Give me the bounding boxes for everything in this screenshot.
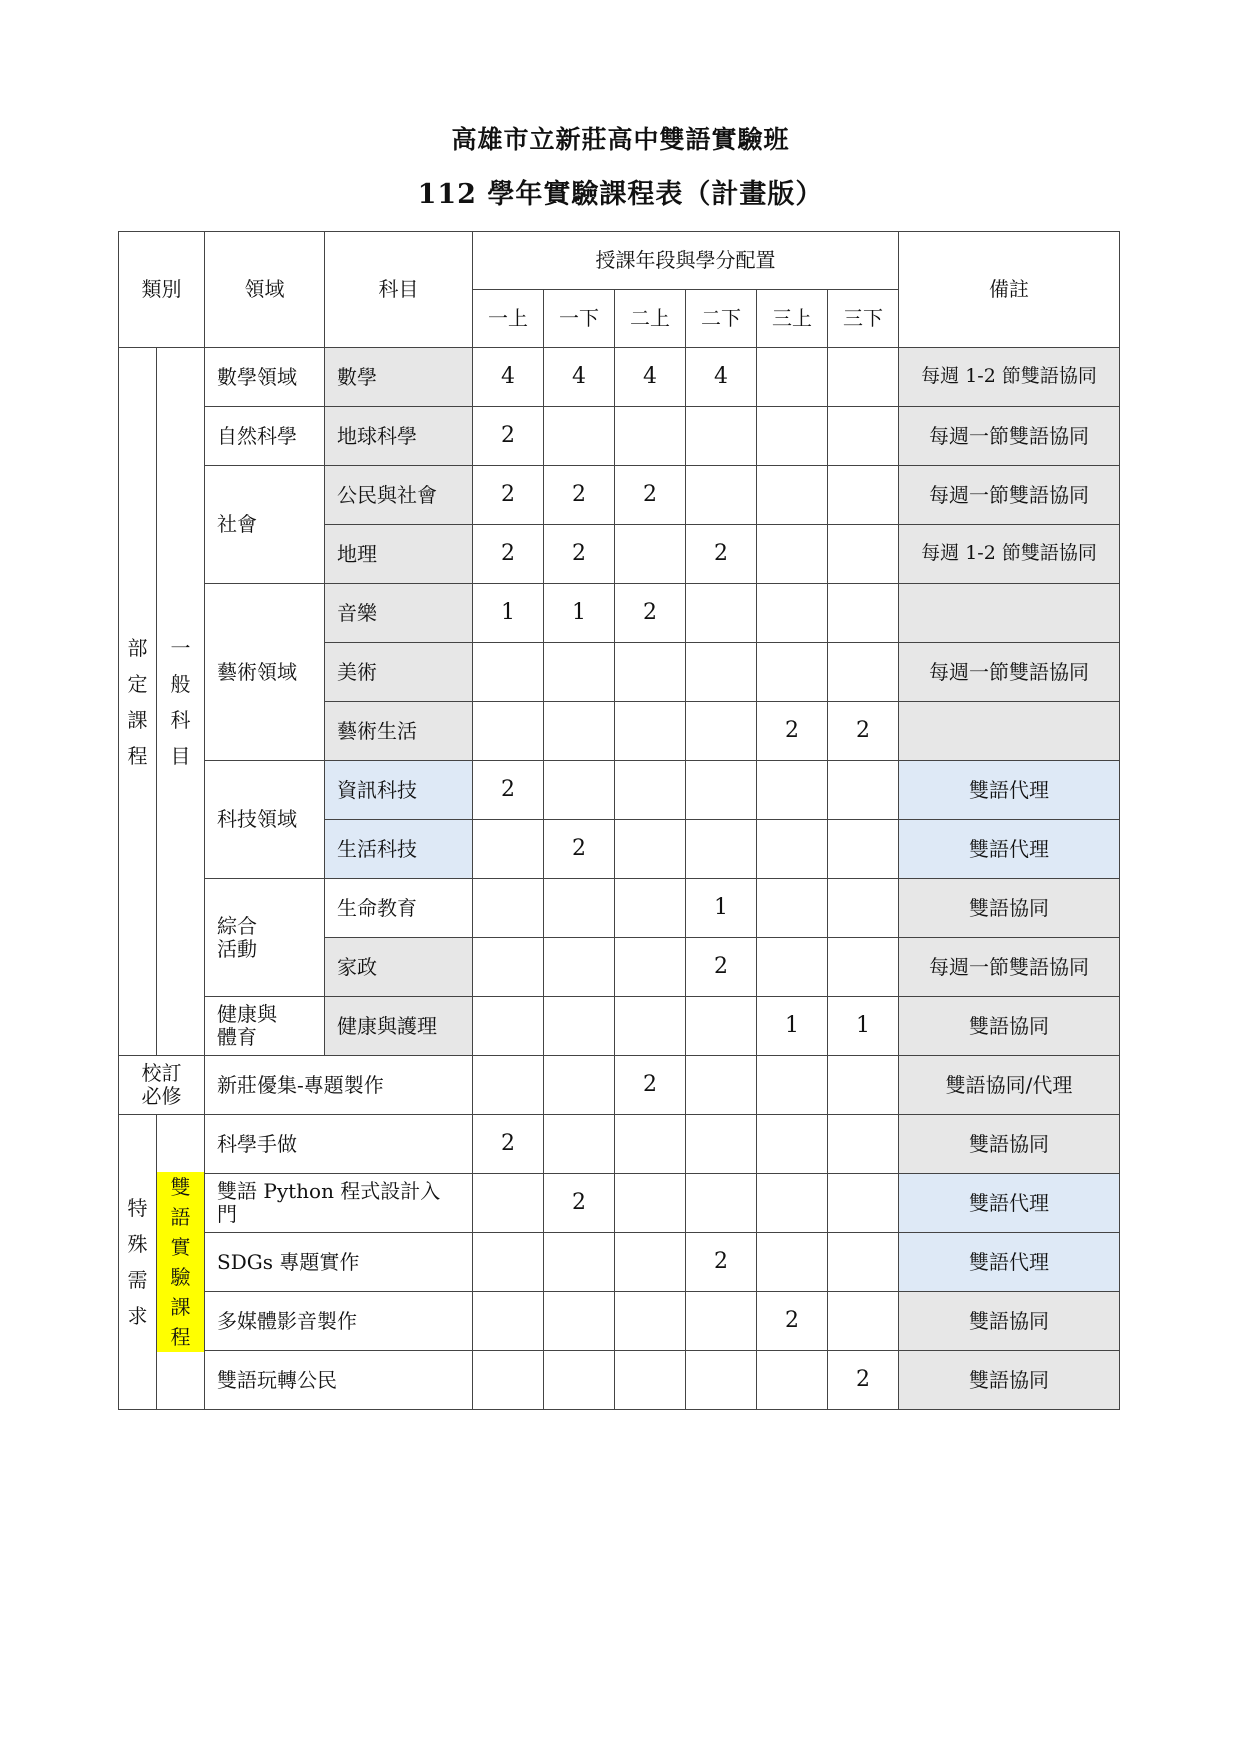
subject-cell: 新莊優集-專題製作 <box>205 1056 473 1115</box>
credit-cell <box>615 702 686 761</box>
credit-cell <box>615 1174 686 1233</box>
remark-cell: 雙語代理 <box>899 761 1120 820</box>
header-semester: 一下 <box>544 290 615 348</box>
credit-cell <box>473 997 544 1056</box>
credit-cell: 2 <box>615 584 686 643</box>
subject-cell: 生命教育 <box>325 879 473 938</box>
credit-cell <box>615 1115 686 1174</box>
credit-cell <box>828 348 899 407</box>
credit-cell: 4 <box>544 348 615 407</box>
credit-cell <box>473 820 544 879</box>
credit-cell: 2 <box>757 702 828 761</box>
credit-cell <box>615 820 686 879</box>
credit-cell: 2 <box>473 407 544 466</box>
subject-cell: 藝術生活 <box>325 702 473 761</box>
credit-cell <box>473 1351 544 1410</box>
credit-cell: 2 <box>544 820 615 879</box>
credit-cell <box>828 1056 899 1115</box>
credit-cell: 4 <box>686 348 757 407</box>
header-semester: 二上 <box>615 290 686 348</box>
group-general: 一 般 科 目 <box>157 348 205 1056</box>
credit-cell <box>828 820 899 879</box>
credit-cell <box>686 1115 757 1174</box>
remark-cell: 每週一節雙語協同 <box>899 643 1120 702</box>
credit-cell <box>544 761 615 820</box>
remark-cell: 雙語協同 <box>899 1115 1120 1174</box>
credit-cell <box>757 1115 828 1174</box>
credit-cell: 2 <box>686 525 757 584</box>
credit-cell <box>473 1174 544 1233</box>
header-allocation: 授課年段與學分配置 <box>473 232 899 290</box>
remark-cell: 每週一節雙語協同 <box>899 466 1120 525</box>
credit-cell <box>615 761 686 820</box>
subject-cell: 資訊科技 <box>325 761 473 820</box>
credit-cell <box>473 1233 544 1292</box>
credit-cell <box>544 938 615 997</box>
credit-cell <box>828 761 899 820</box>
credit-cell <box>757 466 828 525</box>
credit-cell <box>828 1174 899 1233</box>
credit-cell <box>686 584 757 643</box>
credit-cell <box>757 643 828 702</box>
header-semester: 三下 <box>828 290 899 348</box>
remark-cell: 雙語協同/代理 <box>899 1056 1120 1115</box>
domain-arts: 藝術領域 <box>205 584 325 761</box>
credit-cell: 1 <box>544 584 615 643</box>
subject-cell: 雙語玩轉公民 <box>205 1351 473 1410</box>
credit-cell <box>828 938 899 997</box>
credit-cell <box>686 466 757 525</box>
header-remarks: 備註 <box>899 232 1120 348</box>
credit-cell <box>544 879 615 938</box>
credit-cell <box>757 938 828 997</box>
credit-cell <box>757 525 828 584</box>
credit-cell <box>828 525 899 584</box>
remark-cell <box>899 584 1120 643</box>
credit-cell <box>473 1292 544 1351</box>
header-category: 類別 <box>119 232 205 348</box>
credit-cell <box>473 938 544 997</box>
credit-cell <box>757 820 828 879</box>
page-title: 高雄市立新莊高中雙語實驗班 <box>451 125 790 154</box>
credit-cell <box>686 1174 757 1233</box>
group-bilingual-experimental: 雙 語 實 驗 課 程 <box>157 1115 205 1410</box>
subject-cell: SDGs 專題實作 <box>205 1233 473 1292</box>
subject-cell: 多媒體影音製作 <box>205 1292 473 1351</box>
credit-cell: 1 <box>828 997 899 1056</box>
credit-cell <box>473 1056 544 1115</box>
credit-cell <box>544 407 615 466</box>
credit-cell <box>828 1233 899 1292</box>
credit-cell <box>686 820 757 879</box>
subject-cell: 公民與社會 <box>325 466 473 525</box>
subject-cell: 健康與護理 <box>325 997 473 1056</box>
credit-cell <box>615 997 686 1056</box>
remark-cell: 雙語代理 <box>899 1174 1120 1233</box>
header-semester: 二下 <box>686 290 757 348</box>
credit-cell <box>615 1233 686 1292</box>
remark-cell: 每週一節雙語協同 <box>899 938 1120 997</box>
remark-cell: 雙語代理 <box>899 1233 1120 1292</box>
header-semester: 一上 <box>473 290 544 348</box>
credit-cell <box>828 407 899 466</box>
credit-cell <box>686 702 757 761</box>
remark-cell: 每週 1-2 節雙語協同 <box>899 348 1120 407</box>
credit-cell <box>686 1351 757 1410</box>
credit-cell: 2 <box>615 1056 686 1115</box>
credit-cell <box>828 879 899 938</box>
credit-cell <box>828 1292 899 1351</box>
credit-cell <box>757 1056 828 1115</box>
page-subtitle: 112 學年實驗課程表（計畫版） <box>417 179 824 210</box>
domain-social: 社會 <box>205 466 325 584</box>
credit-cell <box>473 643 544 702</box>
credit-cell <box>757 761 828 820</box>
credit-cell <box>473 879 544 938</box>
domain-nature: 自然科學 <box>205 407 325 466</box>
credit-cell <box>757 1351 828 1410</box>
credit-cell <box>686 1056 757 1115</box>
credit-cell <box>757 879 828 938</box>
credit-cell <box>686 407 757 466</box>
credit-cell <box>686 643 757 702</box>
header-semester: 三上 <box>757 290 828 348</box>
header-subject: 科目 <box>325 232 473 348</box>
credit-cell <box>615 879 686 938</box>
remark-cell: 雙語代理 <box>899 820 1120 879</box>
credit-cell <box>544 643 615 702</box>
subject-cell: 美術 <box>325 643 473 702</box>
domain-health: 健康與 體育 <box>205 997 325 1056</box>
course-table <box>118 231 1120 1410</box>
group-special: 特 殊 需 求 <box>119 1115 157 1410</box>
subject-cell: 地球科學 <box>325 407 473 466</box>
remark-cell: 雙語協同 <box>899 1351 1120 1410</box>
subject-cell: 科學手做 <box>205 1115 473 1174</box>
credit-cell <box>686 997 757 1056</box>
credit-cell: 2 <box>544 466 615 525</box>
credit-cell <box>544 1351 615 1410</box>
credit-cell <box>544 1233 615 1292</box>
credit-cell: 1 <box>686 879 757 938</box>
credit-cell <box>544 1056 615 1115</box>
remark-cell: 每週一節雙語協同 <box>899 407 1120 466</box>
credit-cell: 2 <box>473 525 544 584</box>
subject-cell: 數學 <box>325 348 473 407</box>
header-domain: 領域 <box>205 232 325 348</box>
credit-cell <box>828 1115 899 1174</box>
credit-cell <box>828 584 899 643</box>
credit-cell <box>686 761 757 820</box>
subject-cell: 生活科技 <box>325 820 473 879</box>
remark-cell <box>899 702 1120 761</box>
credit-cell: 2 <box>757 1292 828 1351</box>
credit-cell <box>544 1292 615 1351</box>
credit-cell: 4 <box>615 348 686 407</box>
credit-cell: 1 <box>757 997 828 1056</box>
domain-integrated: 綜合 活動 <box>205 879 325 997</box>
credit-cell: 1 <box>473 584 544 643</box>
credit-cell: 4 <box>473 348 544 407</box>
credit-cell <box>828 466 899 525</box>
credit-cell <box>544 702 615 761</box>
credit-cell <box>615 407 686 466</box>
credit-cell: 2 <box>544 1174 615 1233</box>
credit-cell: 2 <box>828 702 899 761</box>
credit-cell <box>828 643 899 702</box>
subject-cell: 雙語 Python 程式設計入門 <box>205 1174 473 1233</box>
domain-tech: 科技領域 <box>205 761 325 879</box>
credit-cell <box>686 1292 757 1351</box>
credit-cell: 2 <box>686 938 757 997</box>
credit-cell <box>473 702 544 761</box>
credit-cell <box>544 997 615 1056</box>
credit-cell <box>615 525 686 584</box>
credit-cell: 2 <box>473 1115 544 1174</box>
domain-math: 數學領域 <box>205 348 325 407</box>
credit-cell <box>615 938 686 997</box>
remark-cell: 雙語協同 <box>899 997 1120 1056</box>
subject-cell: 家政 <box>325 938 473 997</box>
remark-cell: 雙語協同 <box>899 1292 1120 1351</box>
credit-cell <box>757 1174 828 1233</box>
credit-cell: 2 <box>544 525 615 584</box>
credit-cell: 2 <box>686 1233 757 1292</box>
credit-cell <box>544 1115 615 1174</box>
group-school-required: 校訂 必修 <box>119 1056 205 1115</box>
credit-cell: 2 <box>615 466 686 525</box>
credit-cell <box>757 584 828 643</box>
remark-cell: 每週 1-2 節雙語協同 <box>899 525 1120 584</box>
credit-cell <box>757 1233 828 1292</box>
credit-cell: 2 <box>828 1351 899 1410</box>
credit-cell <box>757 348 828 407</box>
credit-cell <box>615 643 686 702</box>
credit-cell <box>757 407 828 466</box>
credit-cell <box>615 1292 686 1351</box>
credit-cell: 2 <box>473 761 544 820</box>
group-required: 部 定 課 程 <box>119 348 157 1056</box>
remark-cell: 雙語協同 <box>899 879 1120 938</box>
subject-cell: 音樂 <box>325 584 473 643</box>
credit-cell <box>615 1351 686 1410</box>
credit-cell: 2 <box>473 466 544 525</box>
subject-cell: 地理 <box>325 525 473 584</box>
